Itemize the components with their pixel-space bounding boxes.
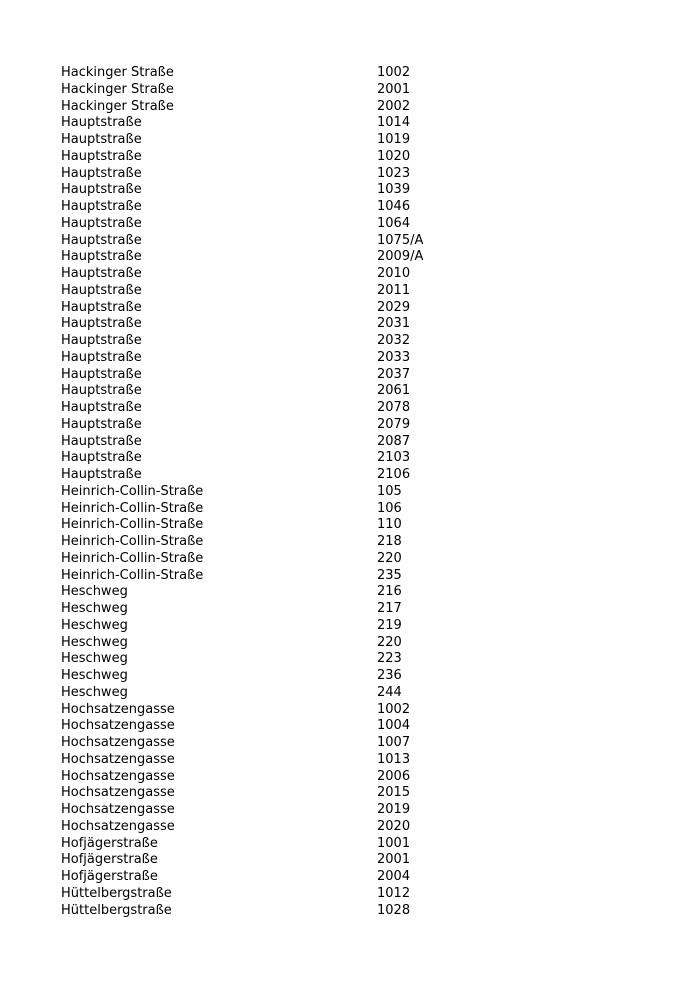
address-row: [61, 802, 481, 819]
house-number: 2004: [377, 869, 411, 884]
house-number: 244: [377, 684, 402, 700]
address-row: [61, 300, 481, 317]
street-name: Hochsatzengasse: [61, 785, 175, 801]
address-row: [61, 132, 481, 149]
address-row: [61, 836, 481, 853]
street-name: Heinrich-Collin-Straße: [61, 567, 204, 583]
house-number: 2020: [377, 818, 411, 834]
address-row: [61, 769, 481, 786]
address-row: [61, 635, 481, 652]
address-row: [61, 819, 481, 836]
house-number: 1028: [377, 902, 411, 918]
house-number: 1046: [377, 199, 411, 214]
address-row: [61, 115, 481, 132]
street-name: Heinrich-Collin-Straße: [61, 550, 204, 566]
address-row: [61, 852, 481, 869]
street-name: Hauptstraße: [61, 215, 142, 231]
house-number: 1023: [377, 165, 411, 181]
house-number: 1002: [377, 701, 411, 717]
address-row: [61, 601, 481, 618]
house-number: 2019: [377, 802, 411, 817]
address-row: [61, 434, 481, 451]
house-number: 1064: [377, 215, 411, 231]
street-name: Hofjägerstraße: [61, 869, 158, 884]
house-number: 236: [377, 668, 402, 683]
street-name: Hauptstraße: [61, 416, 142, 432]
address-row: [61, 668, 481, 685]
house-number: 218: [377, 534, 402, 549]
address-row: [61, 903, 481, 920]
street-name: Hauptstraße: [61, 366, 142, 382]
street-name: Hochsatzengasse: [61, 735, 175, 750]
address-row: [61, 367, 481, 384]
house-number: 2087: [377, 433, 411, 449]
street-name: Heschweg: [61, 668, 128, 683]
street-name: Heschweg: [61, 617, 128, 633]
house-number: 2033: [377, 349, 411, 365]
street-name: Heschweg: [61, 651, 128, 667]
house-number: 1007: [377, 735, 411, 750]
house-number: 1001: [377, 835, 411, 851]
address-row: [61, 568, 481, 585]
street-name: Hackinger Straße: [61, 81, 174, 97]
address-row: [61, 651, 481, 668]
house-number: 2106: [377, 467, 411, 482]
street-name: Hüttelbergstraße: [61, 885, 172, 901]
street-name: Hochsatzengasse: [61, 818, 175, 834]
address-row: [61, 400, 481, 417]
street-name: Hackinger Straße: [61, 65, 174, 80]
house-number: 216: [377, 584, 402, 600]
street-name: Hauptstraße: [61, 132, 142, 147]
house-number: 2001: [377, 81, 411, 97]
house-number: 2079: [377, 416, 411, 432]
address-row: [61, 450, 481, 467]
street-name: Hauptstraße: [61, 383, 142, 399]
house-number: 223: [377, 651, 402, 667]
address-row: [61, 383, 481, 400]
address-row: [61, 233, 481, 250]
address-row: [61, 534, 481, 551]
street-name: Hochsatzengasse: [61, 718, 175, 734]
house-number: 1012: [377, 885, 411, 901]
house-number: 2011: [377, 282, 411, 298]
address-row: [61, 869, 481, 886]
street-name: Hochsatzengasse: [61, 802, 175, 817]
house-number: 2061: [377, 383, 411, 399]
house-number: 1002: [377, 65, 411, 80]
street-name: Hauptstraße: [61, 467, 142, 482]
address-row: [61, 333, 481, 350]
street-name: Hauptstraße: [61, 450, 142, 466]
street-name: Hauptstraße: [61, 249, 142, 265]
address-row: [61, 467, 481, 484]
street-name: Hauptstraße: [61, 333, 142, 348]
address-row: [61, 752, 481, 769]
street-name: Hauptstraße: [61, 115, 142, 131]
house-number: 235: [377, 567, 402, 583]
address-row: [61, 886, 481, 903]
address-row: [61, 316, 481, 333]
street-name: Heschweg: [61, 634, 128, 650]
address-list: [61, 65, 481, 919]
address-row: [61, 584, 481, 601]
address-row: [61, 484, 481, 501]
house-number: 2010: [377, 266, 411, 281]
house-number: 1004: [377, 718, 411, 734]
street-name: Hauptstraße: [61, 433, 142, 449]
house-number: 106: [377, 500, 402, 516]
street-name: Heinrich-Collin-Straße: [61, 534, 204, 549]
address-row: [61, 501, 481, 518]
address-row: [61, 199, 481, 216]
address-row: [61, 735, 481, 752]
house-number: 2015: [377, 785, 411, 801]
house-number: 220: [377, 634, 402, 650]
street-name: Heschweg: [61, 684, 128, 700]
house-number: 217: [377, 601, 402, 616]
address-row: [61, 182, 481, 199]
street-name: Heinrich-Collin-Straße: [61, 517, 204, 533]
house-number: 2009/A: [377, 249, 424, 265]
house-number: 1013: [377, 751, 411, 767]
street-name: Hauptstraße: [61, 232, 142, 248]
street-name: Hauptstraße: [61, 349, 142, 365]
house-number: 2078: [377, 400, 411, 415]
address-row: [61, 266, 481, 283]
street-name: Hochsatzengasse: [61, 751, 175, 767]
street-name: Hauptstraße: [61, 400, 142, 415]
address-row: [61, 283, 481, 300]
house-number: 1039: [377, 182, 411, 198]
house-number: 105: [377, 483, 402, 499]
address-row: [61, 618, 481, 635]
address-row: [61, 65, 481, 82]
house-number: 219: [377, 617, 402, 633]
address-row: [61, 417, 481, 434]
address-row: [61, 82, 481, 99]
street-name: Hauptstraße: [61, 316, 142, 332]
address-row: [61, 166, 481, 183]
house-number: 1014: [377, 115, 411, 131]
house-number: 2029: [377, 299, 411, 315]
street-name: Hauptstraße: [61, 299, 142, 315]
address-row: [61, 149, 481, 166]
house-number: 110: [377, 517, 402, 533]
street-name: Hauptstraße: [61, 266, 142, 281]
address-row: [61, 718, 481, 735]
house-number: 2032: [377, 333, 411, 348]
street-name: Heschweg: [61, 601, 128, 616]
street-name: Hüttelbergstraße: [61, 902, 172, 918]
address-row: [61, 99, 481, 116]
street-name: Hauptstraße: [61, 182, 142, 198]
street-name: Hauptstraße: [61, 148, 142, 164]
street-name: Hauptstraße: [61, 282, 142, 298]
address-row: [61, 551, 481, 568]
street-name: Hauptstraße: [61, 165, 142, 181]
house-number: 2002: [377, 98, 411, 114]
street-name: Heinrich-Collin-Straße: [61, 483, 204, 499]
house-number: 1075/A: [377, 232, 424, 248]
house-number: 2103: [377, 450, 411, 466]
house-number: 2006: [377, 768, 411, 784]
street-name: Hofjägerstraße: [61, 852, 158, 868]
street-name: Hochsatzengasse: [61, 701, 175, 717]
street-name: Hochsatzengasse: [61, 768, 175, 784]
address-row: [61, 249, 481, 266]
street-name: Hofjägerstraße: [61, 835, 158, 851]
address-row: [61, 350, 481, 367]
house-number: 1019: [377, 132, 411, 147]
address-row: [61, 702, 481, 719]
address-row: [61, 785, 481, 802]
street-name: Heschweg: [61, 584, 128, 600]
street-name: Hauptstraße: [61, 199, 142, 214]
address-row: [61, 685, 481, 702]
street-name: Hackinger Straße: [61, 98, 174, 114]
house-number: 2001: [377, 852, 411, 868]
house-number: 2037: [377, 366, 411, 382]
house-number: 2031: [377, 316, 411, 332]
house-number: 1020: [377, 148, 411, 164]
address-row: [61, 517, 481, 534]
street-name: Heinrich-Collin-Straße: [61, 500, 204, 516]
house-number: 220: [377, 550, 402, 566]
address-row: [61, 216, 481, 233]
